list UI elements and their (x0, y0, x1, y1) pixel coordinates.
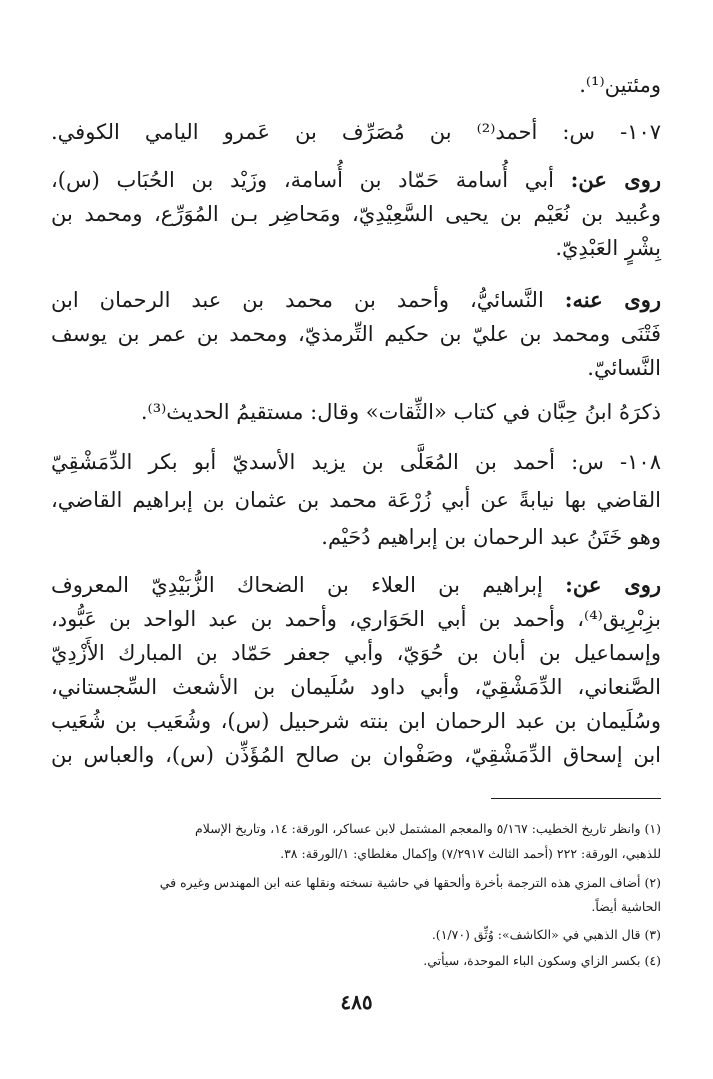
text-line: روى عن: إبراهيم بن العلاء بن الضحاك الزُّبَيْدِيّ المعروف (51, 572, 661, 597)
text-line: ابن إسحاق الدِّمَشْقِيّ، وصَفْوان بن صالح المُؤَذِّن (س)، والعباس بن (51, 743, 661, 767)
text-line: بِشْرٍ العَبْدِيّ. (555, 236, 661, 260)
footnote-line: الحاشية أيضاً. (591, 899, 661, 914)
text-line: وعُبيد بن نُعَيْم بن يحيى السَّعِيْدِيّ، ومَحاضِر بـن المُوَرِّع، ومحمد بن (51, 202, 661, 226)
narrated-from-label: روى عن: (570, 167, 661, 192)
footnote-line: (٣) قال الذهبي في «الكاشف»: وُثِّق (١/٧٠). (431, 927, 661, 942)
text-line: فَتْنَى ومحمد بن عليّ بن حكيم التِّرمذيّ، ومحمد بن عمر بن يوسف (51, 322, 661, 346)
text-line: روى عن: أبي أُسامة حَمّاد بن أُسامة، وزَيْد بن الحُبَاب (س)، (51, 167, 661, 192)
footnote-separator (491, 798, 661, 799)
text-line: ذكرَهُ ابنُ حِبَّان في كتاب «الثِّقات» وقال: مستقيمُ الحديث⁽³⁾. (140, 400, 661, 424)
narrated-from-label: روى عن: (565, 572, 661, 597)
narrated-by-label: روى عنه: (564, 287, 661, 312)
entry-108-heading: ١٠٨- س: أحمد بن المُعَلَّى بن يزيد الأسديّ أبو بكر الدِّمَشْقِيّ (51, 450, 661, 474)
text-line: روى عنه: النَّسائيُّ، وأحمد بن محمد بن عبد الرحمان ابن (51, 287, 661, 312)
text-line: ومئتين⁽¹⁾. (579, 73, 661, 97)
footnote-line: (٤) بكسر الزاي وسكون الباء الموحدة، سيأتي. (423, 953, 661, 968)
page-number: ٤٨٥ (340, 990, 373, 1014)
footnote-line: (٢) أضاف المزي هذه الترجمة بأخرة وألحقها في حاشية نسخته ونقلها عنه ابن المهندس وغيره في (159, 875, 661, 890)
footnote-line: للذهبي، الورقة: ٢٢٢ (أحمد الثالث ٧/٢٩١٧) وإكمال مغلطاي: ١/الورقة: ٣٨. (280, 846, 661, 861)
footnote-line: (١) وانظر تاريخ الخطيب: ٥/١٦٧ والمعجم المشتمل لابن عساكر، الورقة: ١٤، وتاريخ الإسلام (195, 821, 661, 836)
text-line: وإسماعيل بن أبان بن حُوَيّ، وأبي جعفر حَمّاد بن المبارك الأَزْدِيّ (51, 641, 661, 665)
text-line: وهو خَتَنُ عبد الرحمان بن إبراهيم دُحَيْم. (321, 525, 661, 549)
text-line: وسُلَيمان بن عبد الرحمان ابن بنته شرحبيل (س)، وشُعَيب بن شُعَيب (51, 709, 661, 733)
text-line: النَّسائيّ. (587, 356, 661, 380)
entry-107-heading: ١٠٧- س: أحمد⁽²⁾ بن مُصَرِّف بن عَمرو اليامي الكوفي. (51, 120, 662, 144)
text-line: بزِبْرِيق⁽⁴⁾، وأحمد بن أبي الحَوَاري، وأحمد بن عبد الواحد بن عَبُّود، (51, 607, 661, 631)
text-line: القاضي بها نيابةً عن أبي زُرْعَة محمد بن عثمان بن إبراهيم القاضي، (51, 488, 661, 512)
text-line: الصَّنعاني، الدِّمَشْقِيّ، وأبي داود سُلَيمان بن الأشعث السِّجستاني، (51, 675, 661, 699)
